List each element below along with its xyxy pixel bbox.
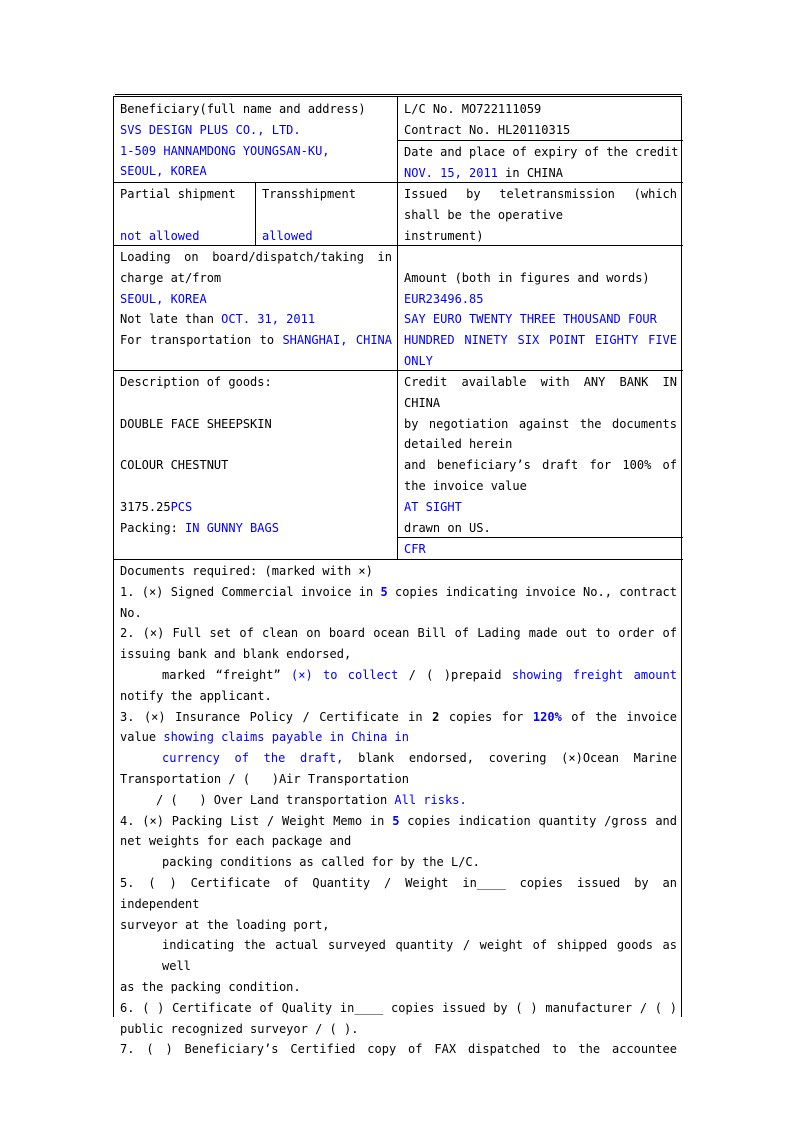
documents-cell (114, 559, 683, 1060)
doc5-line-3: indicating the actual surveyed quantity / weight of shipped goods as well (162, 938, 677, 974)
doc4-line-3: packing conditions as called for by the L/C. (162, 855, 480, 870)
doc1-copies: 5 (380, 584, 388, 599)
expiry-label: Date and place of expiry of the credit (404, 145, 679, 159)
doc2-collect: (×) to collect (291, 667, 399, 682)
doc1-suffix: copies indicating invoice No., contract (387, 584, 677, 599)
partial-shipment-cell (114, 182, 256, 246)
transshipment-value: allowed (262, 228, 313, 243)
doc2-marked: marked “freight” (162, 667, 291, 682)
packing-label: Packing: (120, 520, 186, 535)
doc6-line-2: public recognized surveyor / ( ). (120, 1021, 359, 1036)
doc4-copies: 5 (392, 813, 400, 828)
doc3-suffix: of the invoice (561, 709, 678, 724)
doc2-line-4: notify the applicant. (120, 688, 272, 703)
doc3-prefix: 3. (×) Insurance Policy / Certificate in (120, 709, 433, 724)
doc2-line-2: issuing bank and blank endorsed, (120, 647, 352, 662)
issued-line-2: shall be the operative (404, 207, 563, 222)
goods-item: DOUBLE FACE SHEEPSKIN (120, 416, 272, 431)
goods-quantity: 3175.25 (120, 499, 171, 514)
not-late-date: OCT. 31, 2011 (221, 312, 316, 327)
doc1-line-2: No. (120, 605, 142, 620)
trade-terms: CFR (404, 542, 426, 556)
doc2-line-1: 2. (×) Full set of clean on board ocean Bill of Lading made out to order of (120, 626, 677, 641)
expiry-date: NOV. 15, 2011 (404, 165, 498, 180)
credit-line-2: CHINA (404, 395, 441, 410)
documents-header: Documents required: (marked with ×) (120, 564, 373, 578)
credit-cell (398, 370, 683, 538)
loading-cell (114, 245, 398, 351)
loading-line-2: charge at/from (120, 270, 222, 285)
goods-unit: PCS (170, 499, 193, 514)
doc2-showing: showing freight amount (511, 667, 677, 682)
issued-line-1: Issued by teletransmission (which (404, 187, 677, 201)
credit-line-4: detailed herein (404, 437, 513, 452)
doc3-percent: 120% (532, 709, 562, 724)
transport-label: For transportation to (120, 333, 283, 348)
issued-line-3: instrument) (404, 228, 484, 243)
doc4-prefix: 4. (×) Packing List / Weight Memo in (120, 813, 393, 828)
doc1-prefix: 1. (×) Signed Commercial invoice in (120, 584, 381, 599)
amount-label: Amount (both in figures and words) (404, 270, 650, 285)
doc2-prepaid: / ( )prepaid (398, 667, 512, 682)
beneficiary-cell (114, 97, 398, 182)
lc-number-cell (398, 97, 683, 141)
amount-cell (398, 245, 683, 372)
not-late-label: Not late than (120, 312, 222, 327)
beneficiary-name: SVS DESIGN PLUS CO., LTD. (120, 122, 301, 137)
doc5-line-2: surveyor at the loading port, (120, 917, 330, 932)
issued-cell (398, 182, 683, 246)
lc-number: L/C No. MO722111059 (404, 102, 542, 116)
credit-line-5: and beneficiary’s draft for 100% of (404, 458, 677, 473)
terms-cell (398, 537, 683, 560)
doc5-line-1: 5. ( ) Certificate of Quantity / Weight in____ copies issued by an independent (120, 875, 677, 911)
doc3-currency: currency of the draft, (162, 751, 344, 766)
credit-drawn: drawn on US. (404, 520, 491, 535)
doc6-line-1: 6. ( ) Certificate of Quality in____ copies issued by ( ) manufacturer / ( ) (120, 1000, 677, 1015)
partial-shipment-label: Partial shipment (120, 187, 236, 201)
amount-figures: EUR23496.85 (404, 291, 484, 306)
credit-line-3: by negotiation against the documents (404, 416, 677, 431)
amount-words-1: SAY EURO TWENTY THREE THOUSAND FOUR (404, 312, 657, 327)
credit-line-6: the invoice value (404, 478, 527, 493)
doc3-copies: 2 (432, 709, 440, 724)
doc3-value-label: value (120, 730, 164, 745)
credit-tenor: AT SIGHT (404, 499, 462, 514)
destination: SHANGHAI, CHINA (282, 333, 392, 348)
goods-label: Description of goods: (120, 375, 272, 389)
doc7-line-1: 7. ( ) Beneficiary’s Certified copy of FAX dispatched to the accountee (120, 1042, 677, 1057)
top-rule (115, 94, 682, 95)
transshipment-label: Transshipment (262, 187, 356, 201)
expiry-place: in CHINA (497, 165, 563, 180)
goods-cell (114, 370, 398, 538)
transshipment-cell (256, 182, 398, 246)
credit-line-1: Credit available with ANY BANK IN (404, 375, 677, 389)
letter-of-credit-form (113, 96, 682, 1057)
doc5-line-4: as the packing condition. (120, 979, 301, 994)
beneficiary-address-2: SEOUL, KOREA (120, 164, 207, 179)
goods-colour: COLOUR CHESTNUT (120, 458, 229, 473)
doc3-claims: showing claims payable in China in (163, 730, 409, 745)
doc4-suffix: copies indication quantity /gross and (399, 813, 677, 828)
doc3-covering: blank endorsed, covering (×)Ocean Marine (343, 751, 677, 766)
doc3-overland: / ( ) Over Land transportation (156, 792, 395, 807)
loading-port: SEOUL, KOREA (120, 291, 207, 306)
doc3-mid: copies for (439, 709, 533, 724)
amount-words-2: HUNDRED NINETY SIX POINT EIGHTY FIVE (404, 333, 677, 348)
beneficiary-label: Beneficiary(full name and address) (120, 102, 366, 116)
partial-shipment-value: not allowed (120, 228, 200, 243)
doc3-risks: All risks. (394, 792, 467, 807)
doc4-line-2: net weights for each package and (120, 834, 352, 849)
expiry-cell (398, 140, 683, 184)
amount-words-3: ONLY (404, 353, 433, 368)
doc3-line-4: Transportation / ( )Air Transportation (120, 771, 409, 786)
loading-line-1: Loading on board/dispatch/taking in (120, 250, 392, 264)
packing-value: IN GUNNY BAGS (185, 520, 279, 535)
beneficiary-address-1: 1-509 HANNAMDONG YOUNGSAN-KU, (120, 143, 330, 158)
contract-number: Contract No. HL20110315 (404, 122, 571, 137)
